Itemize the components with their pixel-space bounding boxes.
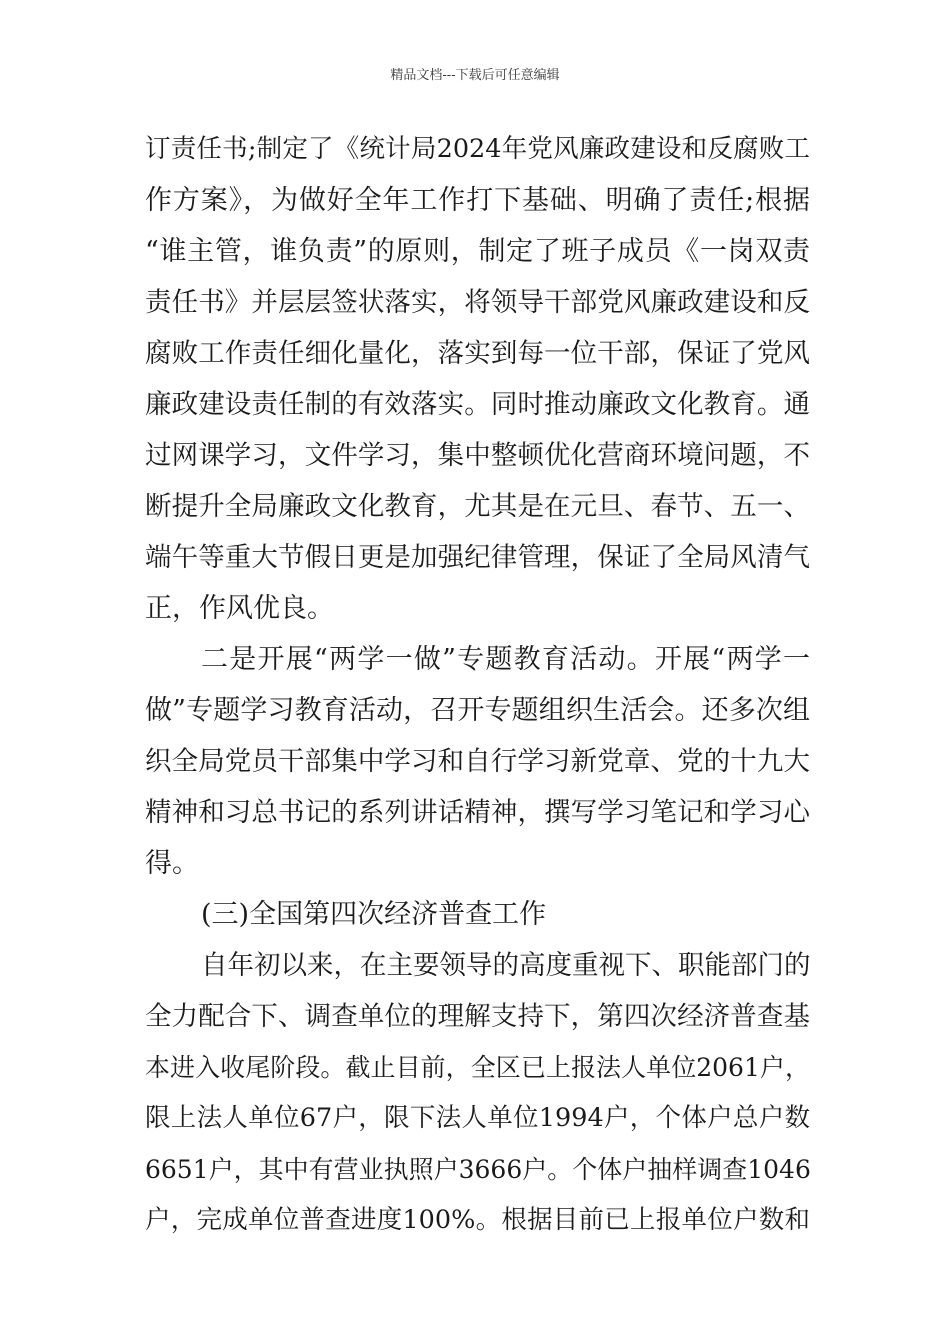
text-line: 过网课学习，文件学习，集中整顿优化营商环境问题，不: [145, 440, 810, 471]
text-line: 订责任书;制定了《统计局2024年党风廉政建设和反腐败工: [145, 134, 810, 164]
text-line: 户，完成单位普查进度100%。根据目前已上报单位户数和: [145, 1205, 810, 1235]
text-line: 做”专题学习教育活动，召开专题组织生活会。还多次组: [145, 695, 810, 726]
text-line: 廉政建设责任制的有效落实。同时推动廉政文化教育。通: [145, 389, 810, 420]
text-line: 本进入收尾阶段。截止目前，全区已上报法人单位2061户，: [145, 1053, 810, 1082]
text-line: 腐败工作责任细化量化，落实到每一位干部，保证了党风: [145, 338, 810, 369]
section-heading: (三)全国第四次经济普查工作: [201, 899, 547, 930]
text-line: 全力配合下、调查单位的理解支持下，第四次经济普查基: [145, 1001, 810, 1032]
text-line: 正，作风优良。: [145, 593, 334, 624]
page-header: 精品文档---下载后可任意编辑: [390, 68, 560, 83]
text-line: 自年初以来，在主要领导的高度重视下、职能部门的: [201, 950, 811, 981]
text-line: 二是开展“两学一做”专题教育活动。开展“两学一: [201, 644, 810, 675]
text-line: “谁主管，谁负责”的原则，制定了班子成员《一岗双责: [145, 236, 810, 267]
text-line: 精神和习总书记的系列讲话精神，撰写学习笔记和学习心: [145, 797, 810, 828]
text-line: 得。: [145, 848, 199, 879]
text-line: 责任书》并层层签状落实，将领导干部党风廉政建设和反: [145, 287, 810, 318]
text-line: 作方案》，为做好全年工作打下基础、明确了责任;根据: [145, 185, 810, 216]
text-line: 6651户，其中有营业执照户3666户。个体户抽样调查1046: [145, 1155, 811, 1184]
text-line: 织全局党员干部集中学习和自行学习新党章、党的十九大: [145, 746, 810, 777]
text-line: 断提升全局廉政文化教育，尤其是在元旦、春节、五一、: [145, 491, 810, 522]
text-line: 限上法人单位67户，限下法人单位1994户，个体户总户数: [145, 1103, 810, 1133]
document-body: [145, 124, 810, 1246]
text-line: 端午等重大节假日更是加强纪律管理，保证了全局风清气: [145, 542, 810, 573]
